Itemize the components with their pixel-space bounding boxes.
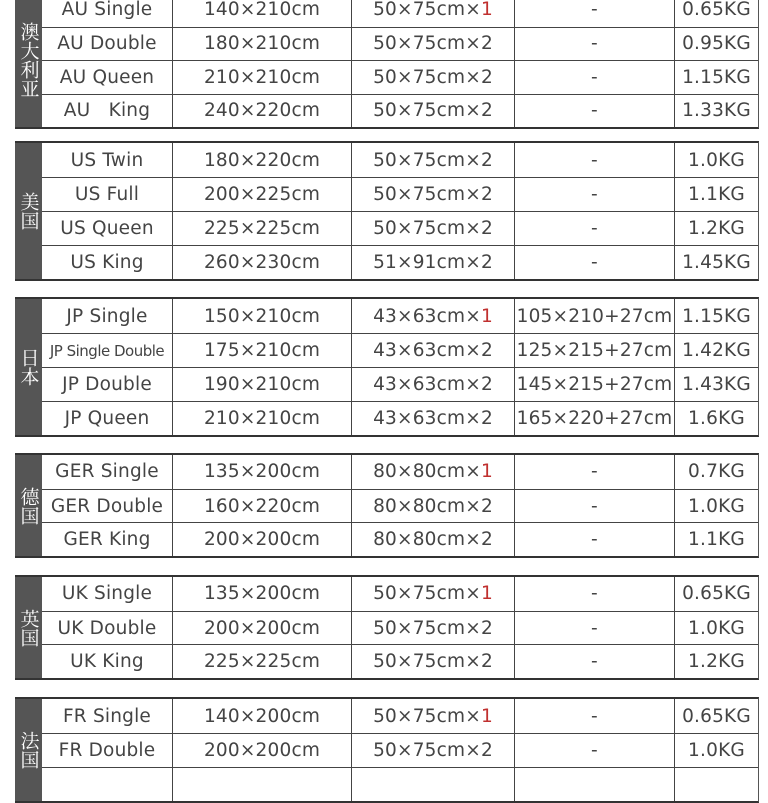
- pillowcase-size: 50×75cm×: [373, 100, 481, 122]
- weight-cell: 1.0KG: [674, 734, 758, 767]
- quilt-size-cell: 200×225cm: [172, 178, 351, 211]
- table-row: [42, 455, 758, 489]
- quilt-size-cell: 180×210cm: [172, 28, 351, 61]
- pillowcase-cell: [351, 490, 514, 523]
- pillowcase-cell: [351, 28, 514, 61]
- pillowcase-qty: 2: [480, 218, 493, 239]
- weight-cell: 1.2KG: [674, 212, 758, 245]
- size-name-cell: AU Double: [57, 33, 157, 55]
- region-table: [15, 575, 759, 680]
- region-label-text: 美国: [17, 192, 40, 230]
- quilt-size-cell: 225×225cm: [172, 645, 351, 678]
- size-name-cell: JP Single: [66, 305, 148, 327]
- pillowcase-qty: 2: [480, 651, 493, 673]
- pillowcase-size: 80×80cm×: [373, 495, 481, 517]
- region-label-text: 日本: [17, 348, 40, 386]
- pillowcase-qty: 1: [480, 461, 493, 483]
- table-row: [42, 401, 758, 435]
- quilt-size-cell: 160×220cm: [172, 490, 351, 523]
- table-row: [42, 577, 758, 611]
- region-label-text: 澳大利亚: [17, 22, 40, 98]
- quilt-size-cell: 135×200cm: [172, 577, 351, 611]
- pillowcase-cell: [351, 734, 514, 767]
- region-label-text: 德国: [17, 486, 40, 525]
- sheet-size-cell: -: [514, 612, 674, 645]
- pillowcase-size: 50×75cm×: [373, 33, 481, 55]
- pillowcase-cell: [351, 246, 514, 279]
- table-row: [42, 767, 758, 801]
- quilt-size-cell: 135×200cm: [172, 455, 351, 489]
- size-name-cell: GER King: [63, 529, 151, 551]
- region-table: [15, 453, 759, 558]
- pillowcase-cell: [351, 402, 514, 435]
- region-label: [15, 143, 42, 279]
- size-name-cell: UK King: [70, 651, 144, 673]
- quilt-size-cell: 225×225cm: [172, 212, 351, 245]
- table-row: [42, 489, 758, 523]
- pillowcase-cell: [351, 455, 514, 489]
- quilt-size-cell: 210×210cm: [172, 402, 351, 435]
- region-label: [15, 455, 42, 556]
- pillowcase-size: 50×75cm×: [373, 184, 481, 205]
- weight-cell: 1.6KG: [674, 402, 758, 435]
- sheet-size-cell: 125×215+27cm: [514, 334, 674, 367]
- quilt-size-cell: 260×230cm: [172, 246, 351, 279]
- weight-cell: 1.45KG: [674, 246, 758, 279]
- quilt-size-cell: 140×210cm: [172, 0, 351, 27]
- pillowcase-cell: [351, 523, 514, 556]
- weight-cell: 1.0KG: [674, 490, 758, 523]
- table-row: [42, 299, 758, 333]
- weight-cell: 1.1KG: [674, 178, 758, 211]
- region-label: [15, 299, 42, 435]
- region-label: [15, 577, 42, 678]
- weight-cell: 1.1KG: [674, 523, 758, 556]
- quilt-size-cell: 200×200cm: [172, 612, 351, 645]
- table-row: [42, 177, 758, 211]
- pillowcase-cell: [351, 577, 514, 611]
- pillowcase-cell: [351, 212, 514, 245]
- region-label: [15, 0, 42, 127]
- table-row: [42, 644, 758, 678]
- sheet-size-cell: -: [514, 61, 674, 94]
- size-name-cell: UK Double: [57, 617, 157, 639]
- region-table: [15, 0, 759, 129]
- pillowcase-qty: 2: [480, 408, 493, 429]
- sheet-size-cell: 165×220+27cm: [514, 402, 674, 435]
- pillowcase-size: 50×75cm×: [373, 651, 481, 673]
- sheet-size-cell: -: [514, 523, 674, 556]
- pillowcase-size: 50×75cm×: [373, 740, 481, 761]
- sheet-size-cell: -: [514, 734, 674, 767]
- size-name-cell: GER Double: [50, 495, 164, 517]
- pillowcase-qty: 1: [480, 583, 493, 605]
- weight-cell: 0.95KG: [674, 28, 758, 61]
- quilt-size-cell: 175×210cm: [172, 334, 351, 367]
- table-row: [42, 143, 758, 177]
- pillowcase-size: 51×91cm×: [373, 252, 481, 273]
- quilt-size-cell: 190×210cm: [172, 368, 351, 401]
- pillowcase-qty: 2: [480, 100, 493, 122]
- sheet-size-cell: [514, 768, 674, 801]
- sheet-size-cell: -: [514, 490, 674, 523]
- pillowcase-qty: 2: [480, 740, 493, 761]
- pillowcase-size: 50×75cm×: [373, 0, 481, 21]
- pillowcase-size: 80×80cm×: [373, 529, 481, 551]
- region-label: [15, 699, 42, 801]
- sheet-size-cell: -: [514, 95, 674, 128]
- region-label-text: 法国: [17, 731, 40, 769]
- region-table: [15, 141, 759, 281]
- weight-cell: [674, 768, 758, 801]
- table-row: [42, 94, 758, 128]
- sheet-size-cell: -: [514, 699, 674, 733]
- pillowcase-qty: 1: [480, 705, 493, 727]
- pillowcase-qty: 2: [480, 374, 493, 395]
- weight-cell: 1.2KG: [674, 645, 758, 678]
- table-row: [42, 611, 758, 645]
- pillowcase-size: 50×75cm×: [373, 583, 481, 605]
- size-name-cell: [42, 768, 172, 801]
- weight-cell: 1.15KG: [674, 299, 758, 333]
- table-row: [42, 27, 758, 61]
- size-name-cell: JP Double: [62, 374, 152, 395]
- pillowcase-qty: 2: [480, 529, 493, 551]
- pillowcase-cell: [351, 178, 514, 211]
- size-name-cell: FR Single: [62, 705, 152, 727]
- size-name-cell: US Twin: [70, 149, 144, 171]
- sheet-size-cell: -: [514, 143, 674, 177]
- pillowcase-qty: 1: [480, 0, 493, 21]
- pillowcase-size: 43×63cm×: [373, 374, 481, 395]
- size-name-cell: AU King: [63, 100, 151, 122]
- pillowcase-cell: [351, 61, 514, 94]
- pillowcase-cell: [351, 645, 514, 678]
- pillowcase-qty: 2: [480, 252, 493, 273]
- pillowcase-qty: 2: [480, 149, 493, 171]
- table-row: [42, 733, 758, 767]
- quilt-size-cell: 140×200cm: [172, 699, 351, 733]
- size-name-cell: FR Double: [58, 740, 156, 761]
- pillowcase-cell: [351, 612, 514, 645]
- weight-cell: 1.33KG: [674, 95, 758, 128]
- table-row: [42, 367, 758, 401]
- weight-cell: 1.15KG: [674, 61, 758, 94]
- table-row: [42, 60, 758, 94]
- sheet-size-cell: -: [514, 455, 674, 489]
- pillowcase-cell: [351, 299, 514, 333]
- pillowcase-qty: 2: [480, 617, 493, 639]
- weight-cell: 0.65KG: [674, 0, 758, 27]
- size-name-cell: JP Single Double: [49, 341, 165, 360]
- pillowcase-qty: 2: [480, 184, 493, 205]
- quilt-size-cell: 210×210cm: [172, 61, 351, 94]
- sheet-size-cell: -: [514, 212, 674, 245]
- table-row: [42, 333, 758, 367]
- size-name-cell: US Queen: [60, 218, 154, 239]
- pillowcase-size: 50×75cm×: [373, 617, 481, 639]
- quilt-size-cell: 150×210cm: [172, 299, 351, 333]
- size-name-cell: GER Single: [55, 461, 159, 483]
- size-name-cell: US Full: [74, 184, 140, 205]
- pillowcase-qty: 2: [480, 340, 493, 361]
- sheet-size-cell: 105×210+27cm: [514, 299, 674, 333]
- pillowcase-qty: 2: [480, 495, 493, 517]
- weight-cell: 0.7KG: [674, 455, 758, 489]
- pillowcase-size: 50×75cm×: [373, 705, 481, 727]
- table-row: [42, 699, 758, 733]
- pillowcase-qty: 1: [480, 305, 493, 327]
- quilt-size-cell: 200×200cm: [172, 523, 351, 556]
- pillowcase-size: 43×63cm×: [373, 305, 481, 327]
- weight-cell: 1.0KG: [674, 143, 758, 177]
- pillowcase-cell: [351, 334, 514, 367]
- sheet-size-cell: -: [514, 246, 674, 279]
- pillowcase-cell: [351, 95, 514, 128]
- quilt-size-cell: 200×200cm: [172, 734, 351, 767]
- sheet-size-cell: 145×215+27cm: [514, 368, 674, 401]
- region-table: [15, 297, 759, 437]
- quilt-size-cell: 240×220cm: [172, 95, 351, 128]
- pillowcase-cell: [351, 699, 514, 733]
- pillowcase-size: 50×75cm×: [373, 149, 481, 171]
- size-name-cell: UK Single: [61, 583, 153, 605]
- sheet-size-cell: -: [514, 178, 674, 211]
- size-name-cell: JP Queen: [64, 408, 150, 429]
- pillowcase-qty: 2: [480, 33, 493, 55]
- pillowcase-size: 43×63cm×: [373, 340, 481, 361]
- pillowcase-size: 43×63cm×: [373, 408, 481, 429]
- weight-cell: 0.65KG: [674, 577, 758, 611]
- pillowcase-size: 80×80cm×: [373, 461, 481, 483]
- sheet-size-cell: -: [514, 645, 674, 678]
- quilt-size-cell: [172, 768, 351, 801]
- quilt-size-cell: 180×220cm: [172, 143, 351, 177]
- sheet-size-cell: -: [514, 0, 674, 27]
- size-name-cell: AU Single: [61, 0, 153, 21]
- pillowcase-cell: [351, 0, 514, 27]
- region-label-text: 英国: [17, 608, 40, 647]
- sheet-size-cell: -: [514, 28, 674, 61]
- pillowcase-cell: [351, 768, 514, 801]
- pillowcase-size: 50×75cm×: [373, 218, 481, 239]
- weight-cell: 1.0KG: [674, 612, 758, 645]
- pillowcase-qty: 2: [480, 66, 493, 88]
- weight-cell: 1.43KG: [674, 368, 758, 401]
- table-row: [42, 245, 758, 279]
- table-row: [42, 0, 758, 27]
- pillowcase-size: 50×75cm×: [373, 66, 481, 88]
- table-row: [42, 522, 758, 556]
- weight-cell: 1.42KG: [674, 334, 758, 367]
- region-table: [15, 697, 759, 803]
- size-name-cell: AU Queen: [59, 66, 155, 88]
- size-name-cell: US King: [70, 252, 144, 273]
- sheet-size-cell: -: [514, 577, 674, 611]
- weight-cell: 0.65KG: [674, 699, 758, 733]
- table-row: [42, 211, 758, 245]
- pillowcase-cell: [351, 368, 514, 401]
- pillowcase-cell: [351, 143, 514, 177]
